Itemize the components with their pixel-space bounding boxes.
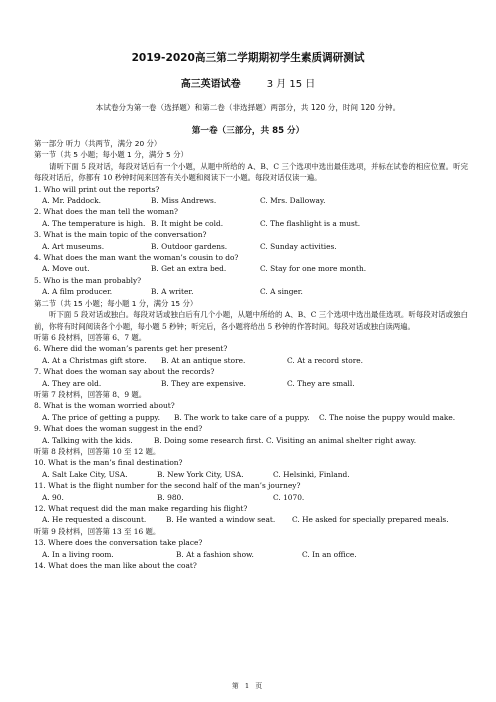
option-b: B. At a fashion show. bbox=[176, 549, 254, 559]
question-3-options bbox=[34, 241, 468, 252]
option-a: A. In a living room. bbox=[42, 549, 114, 559]
question-5-options bbox=[34, 286, 468, 297]
question-3: 3. What is the main topic of the conversation? bbox=[34, 230, 207, 240]
section1-instructions: 请听下面 5 段对话，每段对话后有一个小题，从题中所给的 A、B、C 三个选项中选出最佳选项，并标在试卷的相应位置。听完每段对话后，你都有 10 秒钟时间来回答有关小题和阅读下一小题。每段对话仅读一遍。 bbox=[34, 161, 468, 183]
option-c: C. The noise the puppy would make. bbox=[319, 412, 456, 422]
option-b: B. It might be cold. bbox=[151, 218, 224, 228]
option-b: B. 980. bbox=[157, 492, 184, 502]
option-a: A. 90. bbox=[42, 492, 64, 502]
question-14: 14. What does the man like about the coat? bbox=[34, 561, 197, 571]
question-12-options bbox=[34, 514, 468, 525]
option-c: C. Sunday activities. bbox=[260, 241, 337, 251]
section1-heading: 第一节（共 5 小题；每小题 1 分，满分 5 分） bbox=[34, 150, 188, 160]
material-9-label: 听第 9 段材料，回答第 13 至 16 题。 bbox=[34, 526, 161, 536]
option-b: B. The work to take care of a puppy. bbox=[174, 412, 310, 422]
question-1: 1. Who will print out the reports? bbox=[34, 184, 160, 194]
question-10: 10. What is the man’s final destination? bbox=[34, 458, 183, 468]
option-c: C. The flashlight is a must. bbox=[260, 218, 361, 228]
question-9-options bbox=[34, 435, 468, 446]
exam-content bbox=[34, 138, 468, 571]
option-c: C. At a record store. bbox=[287, 355, 363, 365]
section2-instructions: 听下面 5 段对话或独白。每段对话或独白后有几个小题，从题中所给的 A、B、C 三个选项中选出最佳选项。听每段对话或独白前，你将有时间阅读各个小题，每小题 5 秒钟；听完后，各小题将给出 5 秒钟的作答时间。每段对话或独白读两遍。 bbox=[34, 310, 468, 331]
section2-heading: 第二节（共 15 小题；每小题 1 分，满分 15 分） bbox=[34, 298, 198, 308]
option-a: A. Mr. Paddock. bbox=[42, 196, 101, 206]
exam-title: 2019-2020高三第二学期期初学生素质调研测试 bbox=[131, 52, 365, 64]
option-a: A. They are old. bbox=[42, 378, 102, 388]
subject-label: 高三英语试卷 bbox=[180, 79, 241, 90]
option-c: C. They are small. bbox=[287, 378, 355, 388]
volume-heading: 第一卷（三部分，共 85 分） bbox=[191, 126, 305, 136]
page-number: 第 1 页 bbox=[231, 682, 265, 690]
option-c: C. Stay for one more month. bbox=[260, 264, 367, 274]
option-b: B. New York City, USA. bbox=[157, 469, 244, 479]
option-a: A. The temperature is high. bbox=[42, 218, 146, 228]
option-b: B. Get an extra bed. bbox=[151, 264, 227, 274]
option-a: A. The price of getting a puppy. bbox=[42, 412, 160, 422]
part1-heading: 第一部分 听力（共两节，满分 20 分） bbox=[34, 139, 162, 148]
exam-subtitle bbox=[0, 75, 496, 90]
option-c: C. 1070. bbox=[273, 492, 305, 502]
option-a: A. He requested a discount. bbox=[42, 515, 147, 525]
exam-note: 本试卷分为第一卷（选择题）和第二卷（非选择题）两部分，共 120 分，时间 120 分钟。 bbox=[95, 103, 401, 112]
question-1-options bbox=[34, 195, 468, 206]
question-9: 9. What does the woman suggest in the end? bbox=[34, 424, 203, 434]
option-a: A. A film producer. bbox=[42, 287, 113, 297]
option-c: C. A singer. bbox=[260, 287, 303, 297]
question-5: 5. Who is the man probably? bbox=[34, 275, 142, 285]
material-7-label: 听第 7 段材料，回答第 8、9 题。 bbox=[34, 389, 147, 399]
option-c: C. Visiting an animal shelter right away. bbox=[266, 435, 417, 445]
option-c: C. In an office. bbox=[302, 549, 357, 559]
question-8: 8. What is the woman worried about? bbox=[34, 401, 175, 411]
option-a: A. Talking with the kids. bbox=[42, 435, 133, 445]
option-a: A. At a Christmas gift store. bbox=[42, 355, 147, 365]
question-7: 7. What does the woman say about the records? bbox=[34, 367, 215, 377]
option-c: C. Mrs. Dalloway. bbox=[260, 196, 326, 206]
question-7-options bbox=[34, 378, 468, 389]
question-10-options bbox=[34, 469, 468, 480]
option-c: C. Helsinki, Finland. bbox=[273, 469, 350, 479]
option-a: A. Salt Lake City, USA. bbox=[42, 469, 128, 479]
question-11-options bbox=[34, 492, 468, 503]
option-b: B. He wanted a window seat. bbox=[166, 515, 276, 525]
question-8-options bbox=[34, 412, 468, 423]
question-6: 6. Where did the woman’s parents get her present? bbox=[34, 344, 228, 354]
option-a: A. Move out. bbox=[42, 264, 90, 274]
option-b: B. Miss Andrews. bbox=[151, 196, 217, 206]
question-13: 13. Where does the conversation take place? bbox=[34, 538, 203, 548]
question-2: 2. What does the man tell the woman? bbox=[34, 207, 178, 217]
option-b: B. At an antique store. bbox=[161, 355, 246, 365]
option-c: C. He asked for specially prepared meals. bbox=[292, 515, 449, 525]
option-b: B. A writer. bbox=[151, 287, 194, 297]
option-b: B. Doing some research first. bbox=[154, 435, 264, 445]
exam-date: 3 月 15 日 bbox=[266, 79, 316, 90]
material-8-label: 听第 8 段材料，回答第 10 至 12 题。 bbox=[34, 446, 161, 456]
option-b: B. They are expensive. bbox=[161, 378, 246, 388]
option-b: B. Outdoor gardens. bbox=[151, 241, 228, 251]
question-4-options bbox=[34, 263, 468, 274]
question-4: 4. What does the man want the woman’s cousin to do? bbox=[34, 253, 239, 263]
question-2-options bbox=[34, 218, 468, 229]
option-a: A. Art museums. bbox=[42, 241, 105, 251]
question-12: 12. What request did the man make regarding his flight? bbox=[34, 504, 248, 513]
question-13-options bbox=[34, 549, 468, 560]
question-11: 11. What is the flight number for the second half of the man’s journey? bbox=[34, 481, 301, 491]
question-6-options bbox=[34, 355, 468, 366]
material-6-label: 听第 6 段材料，回答第 6、7 题。 bbox=[34, 332, 147, 342]
